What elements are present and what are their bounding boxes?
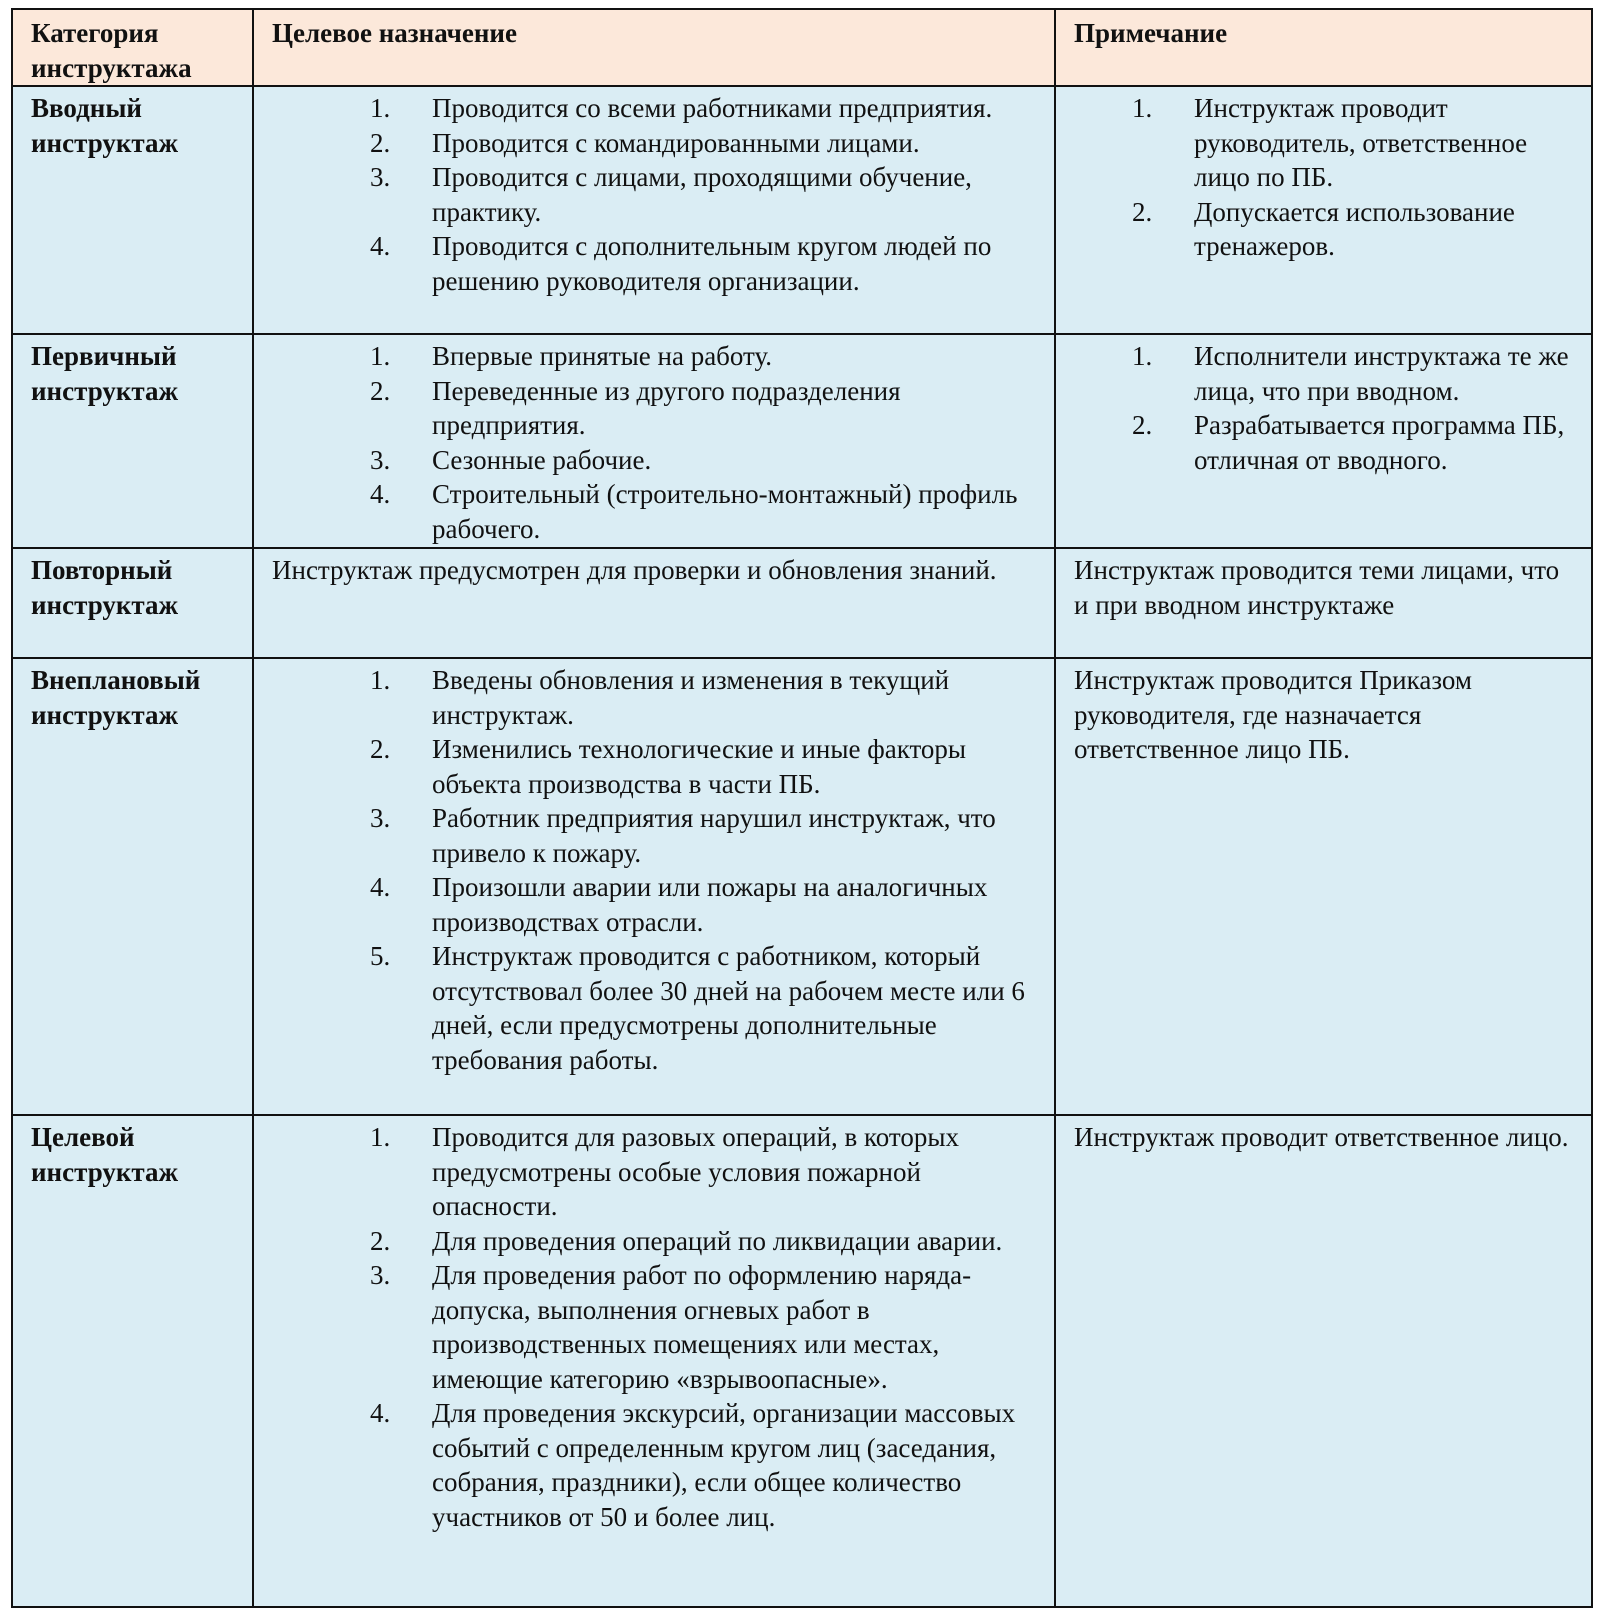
list-number: 1.	[1132, 341, 1153, 371]
purpose-list	[254, 1120, 1044, 1534]
list-number: 4.	[370, 231, 391, 261]
table-row-repeated	[12, 548, 1592, 658]
list-item-text: Для проведения работ по оформлению наряда-допуска, выполнения огневых работ в производственных помещениях или местах, имеющие категорию «взрывоопасные».	[432, 1260, 972, 1394]
list-item-text: Для проведения экскурсий, организации массовых событий с определенным кругом лиц (заседания, собрания, праздники), если общее количество участников от 50 и более лиц.	[432, 1398, 1016, 1532]
list-item-text: Произошли аварии или пожары на аналогичных производствах отрасли.	[432, 872, 988, 937]
list-number: 4.	[370, 479, 391, 509]
note-cell	[1055, 86, 1592, 334]
briefing-categories-table	[11, 8, 1593, 1608]
category-cell: Повторный инструктаж	[12, 548, 253, 658]
list-item-text: Изменились технологические и иные факторы объекта производства в части ПБ.	[432, 734, 967, 799]
table-header-row	[12, 9, 1592, 86]
note-list	[1056, 91, 1581, 264]
list-item	[1056, 195, 1581, 264]
purpose-cell	[253, 1115, 1055, 1607]
list-number: 3.	[370, 1260, 391, 1290]
note-cell: Инструктаж проводится теми лицами, что и при вводном инструктаже	[1055, 548, 1592, 658]
list-item-text: Инструктаж проводится с работником, который отсутствовал более 30 дней на рабочем месте или 6 дней, если предусмотрены дополнительные требования работы.	[432, 941, 1025, 1075]
list-item-text: Переведенные из другого подразделения предприятия.	[432, 375, 901, 440]
list-item-text: Проводится с дополнительным кругом людей по решению руководителя организации.	[432, 231, 992, 296]
list-item	[254, 1258, 1044, 1396]
list-item	[254, 663, 1044, 732]
list-number: 1.	[370, 341, 391, 371]
list-number: 5.	[370, 941, 391, 971]
purpose-list	[254, 91, 1044, 298]
list-item	[254, 870, 1044, 939]
purpose-list	[254, 663, 1044, 1077]
list-item-text: Проводится со всеми работниками предприятия.	[432, 93, 993, 123]
list-number: 1.	[1132, 93, 1153, 123]
purpose-cell	[253, 658, 1055, 1115]
list-item	[254, 91, 1044, 126]
category-cell: Целевой инструктаж	[12, 1115, 253, 1607]
purpose-cell	[253, 334, 1055, 548]
list-item-text: Сезонные рабочие.	[432, 444, 652, 475]
list-number: 2.	[370, 375, 391, 406]
list-item	[1056, 408, 1581, 477]
note-cell: Инструктаж проводит ответственное лицо.	[1055, 1115, 1592, 1607]
list-number: 4.	[370, 1398, 391, 1428]
list-item-text: Допускается использование тренажеров.	[1194, 196, 1515, 261]
list-item	[254, 1396, 1044, 1534]
list-number: 2.	[1132, 196, 1153, 227]
table-row-introductory	[12, 86, 1592, 334]
list-item-text: Инструктаж проводит руководитель, ответственное лицо по ПБ.	[1194, 93, 1528, 192]
table-row-targeted	[12, 1115, 1592, 1607]
list-item-text: Работник предприятия нарушил инструктаж, что привело к пожару.	[432, 803, 996, 868]
list-number: 3.	[370, 162, 391, 192]
list-number: 2.	[1132, 410, 1153, 440]
list-item	[254, 443, 1044, 478]
list-number: 1.	[370, 93, 391, 123]
list-item-text: Проводится с лицами, проходящими обучение, практику.	[432, 162, 972, 227]
list-number: 3.	[370, 803, 391, 833]
list-number: 3.	[370, 444, 391, 475]
list-item	[254, 1224, 1044, 1259]
header-purpose: Целевое назначение	[253, 9, 1055, 86]
purpose-cell: Инструктаж предусмотрен для проверки и обновления знаний.	[253, 548, 1055, 658]
list-number: 1.	[370, 1122, 391, 1152]
list-item-text: Проводится с командированными лицами.	[432, 127, 920, 158]
purpose-list	[254, 339, 1044, 546]
list-item-text: Проводится для разовых операций, в которых предусмотрены особые условия пожарной опасности.	[432, 1122, 960, 1221]
list-number: 1.	[370, 665, 391, 695]
list-item-text: Разрабатывается программа ПБ, отличная от вводного.	[1194, 410, 1565, 475]
list-item	[254, 229, 1044, 298]
list-number: 2.	[370, 734, 391, 764]
list-item	[1056, 339, 1581, 408]
list-item	[254, 374, 1044, 443]
list-item	[1056, 91, 1581, 195]
list-item-text: Для проведения операций по ликвидации аварии.	[432, 1225, 1003, 1256]
note-list	[1056, 339, 1581, 477]
list-item	[254, 1120, 1044, 1224]
purpose-cell	[253, 86, 1055, 334]
table-row-primary	[12, 334, 1592, 548]
list-item-text: Строительный (строительно-монтажный) профиль рабочего.	[432, 479, 1018, 544]
list-item-text: Исполнители инструктажа те же лица, что при вводном.	[1194, 341, 1569, 406]
note-cell	[1055, 334, 1592, 548]
note-cell: Инструктаж проводится Приказом руководителя, где назначается ответственное лицо ПБ.	[1055, 658, 1592, 1115]
list-number: 2.	[370, 1225, 391, 1256]
header-note: Примечание	[1055, 9, 1592, 86]
list-item	[254, 339, 1044, 374]
list-number: 2.	[370, 127, 391, 158]
list-item-text: Введены обновления и изменения в текущий инструктаж.	[432, 665, 950, 730]
list-item	[254, 126, 1044, 161]
table-row-unscheduled	[12, 658, 1592, 1115]
category-cell: Внеплановый инструктаж	[12, 658, 253, 1115]
header-category: Категория инструктажа	[12, 9, 253, 86]
list-item	[254, 732, 1044, 801]
category-cell: Вводный инструктаж	[12, 86, 253, 334]
category-cell: Первичный инструктаж	[12, 334, 253, 548]
list-number: 4.	[370, 872, 391, 902]
list-item	[254, 477, 1044, 546]
list-item	[254, 801, 1044, 870]
list-item	[254, 939, 1044, 1077]
list-item	[254, 160, 1044, 229]
list-item-text: Впервые принятые на работу.	[432, 341, 773, 371]
